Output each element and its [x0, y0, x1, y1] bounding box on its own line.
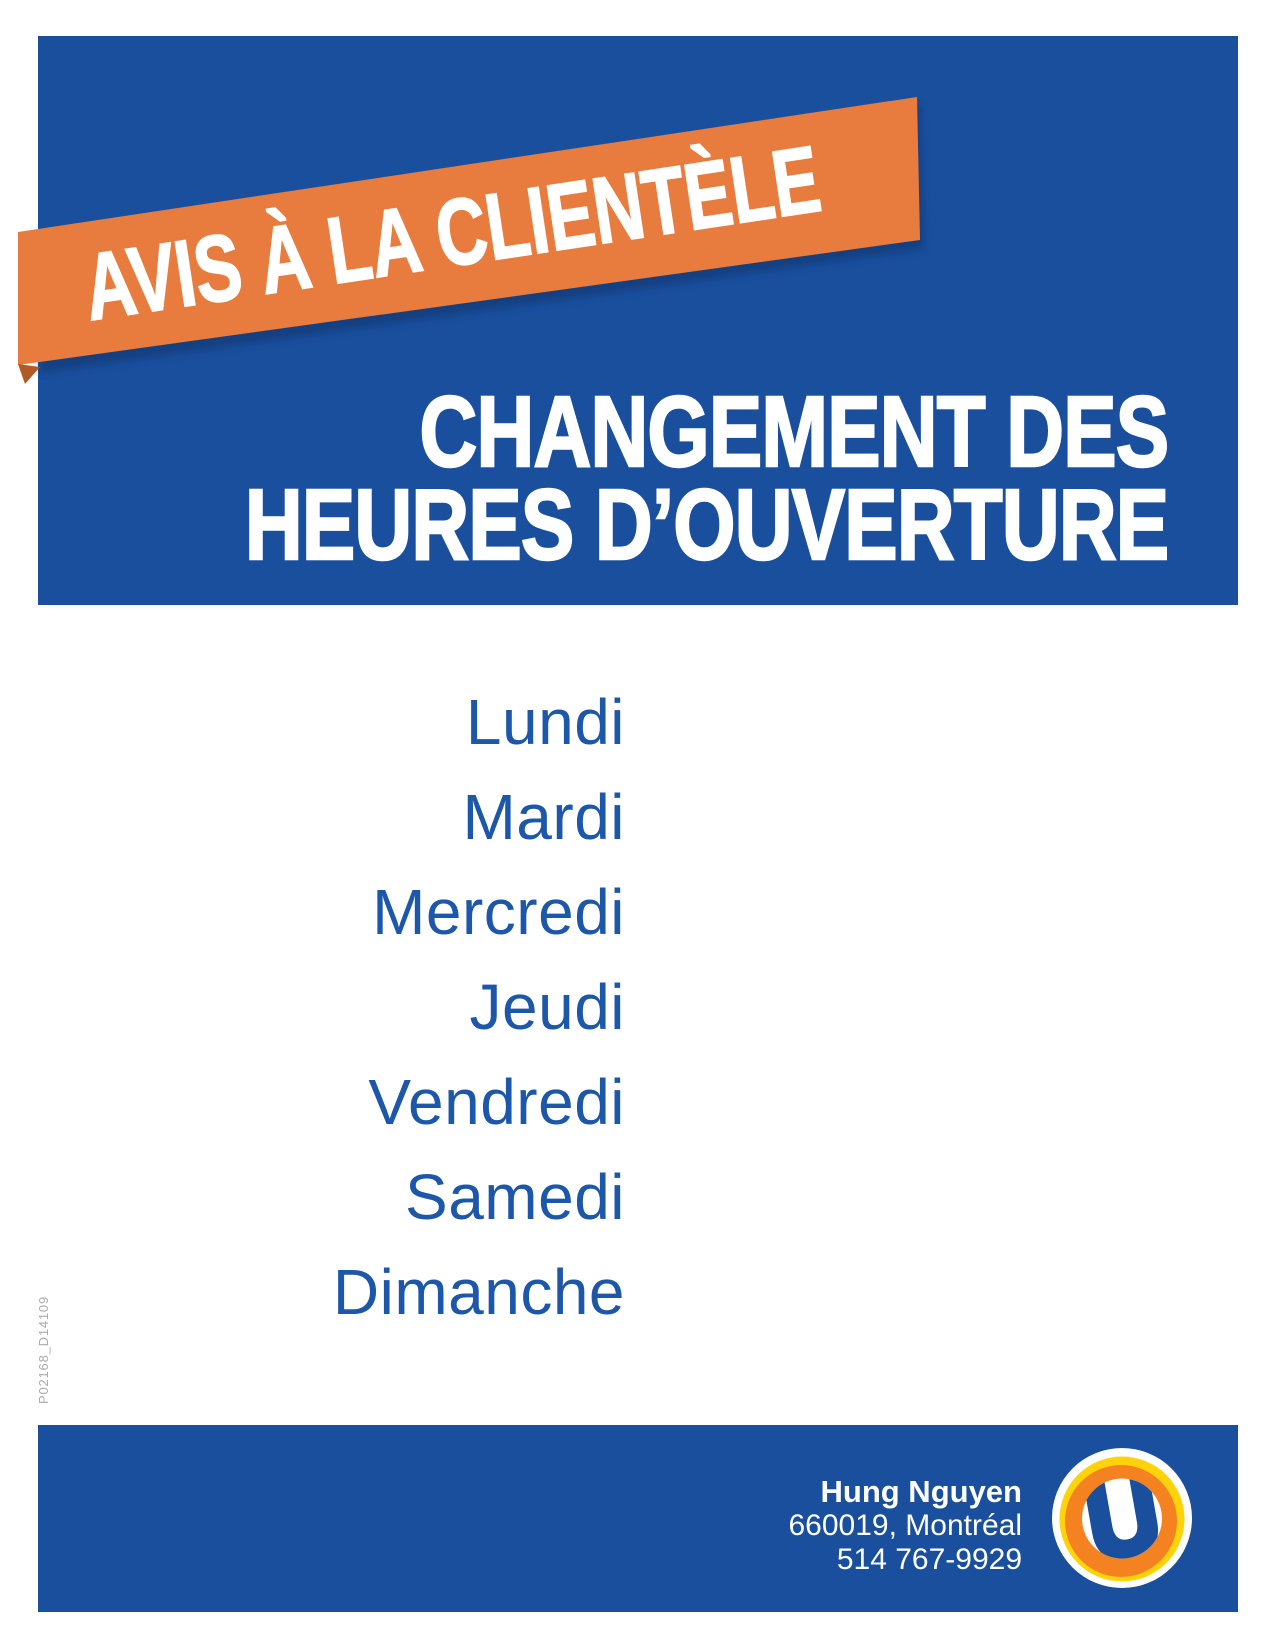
- ribbon-label: AVIS À LA CLIENTÈLE: [77, 125, 827, 340]
- print-code: P02168_D14109: [36, 1296, 51, 1404]
- store-logo-icon: [1050, 1446, 1194, 1590]
- day-item-lundi: Lundi: [465, 686, 625, 758]
- weekday-list: [0, 675, 625, 1340]
- page-title: [244, 376, 1169, 581]
- store-number-city: 660019, Montréal: [788, 1509, 1022, 1542]
- day-item-mardi: Mardi: [462, 781, 625, 853]
- day-item-dimanche: Dimanche: [332, 1256, 625, 1328]
- day-item-samedi: Samedi: [405, 1161, 625, 1233]
- headline-line-1: CHANGEMENT DES: [419, 376, 1168, 488]
- owner-name: Hung Nguyen: [820, 1474, 1022, 1509]
- day-item-vendredi: Vendredi: [368, 1066, 625, 1138]
- day-item-jeudi: Jeudi: [469, 971, 625, 1043]
- footer-contact-block: [789, 1475, 1023, 1577]
- ribbon-fold: [18, 364, 40, 384]
- headline-line-2: HEURES D’OUVERTURE: [244, 469, 1168, 581]
- day-item-mercredi: Mercredi: [372, 876, 625, 948]
- phone-number: 514 767-9929: [836, 1543, 1022, 1576]
